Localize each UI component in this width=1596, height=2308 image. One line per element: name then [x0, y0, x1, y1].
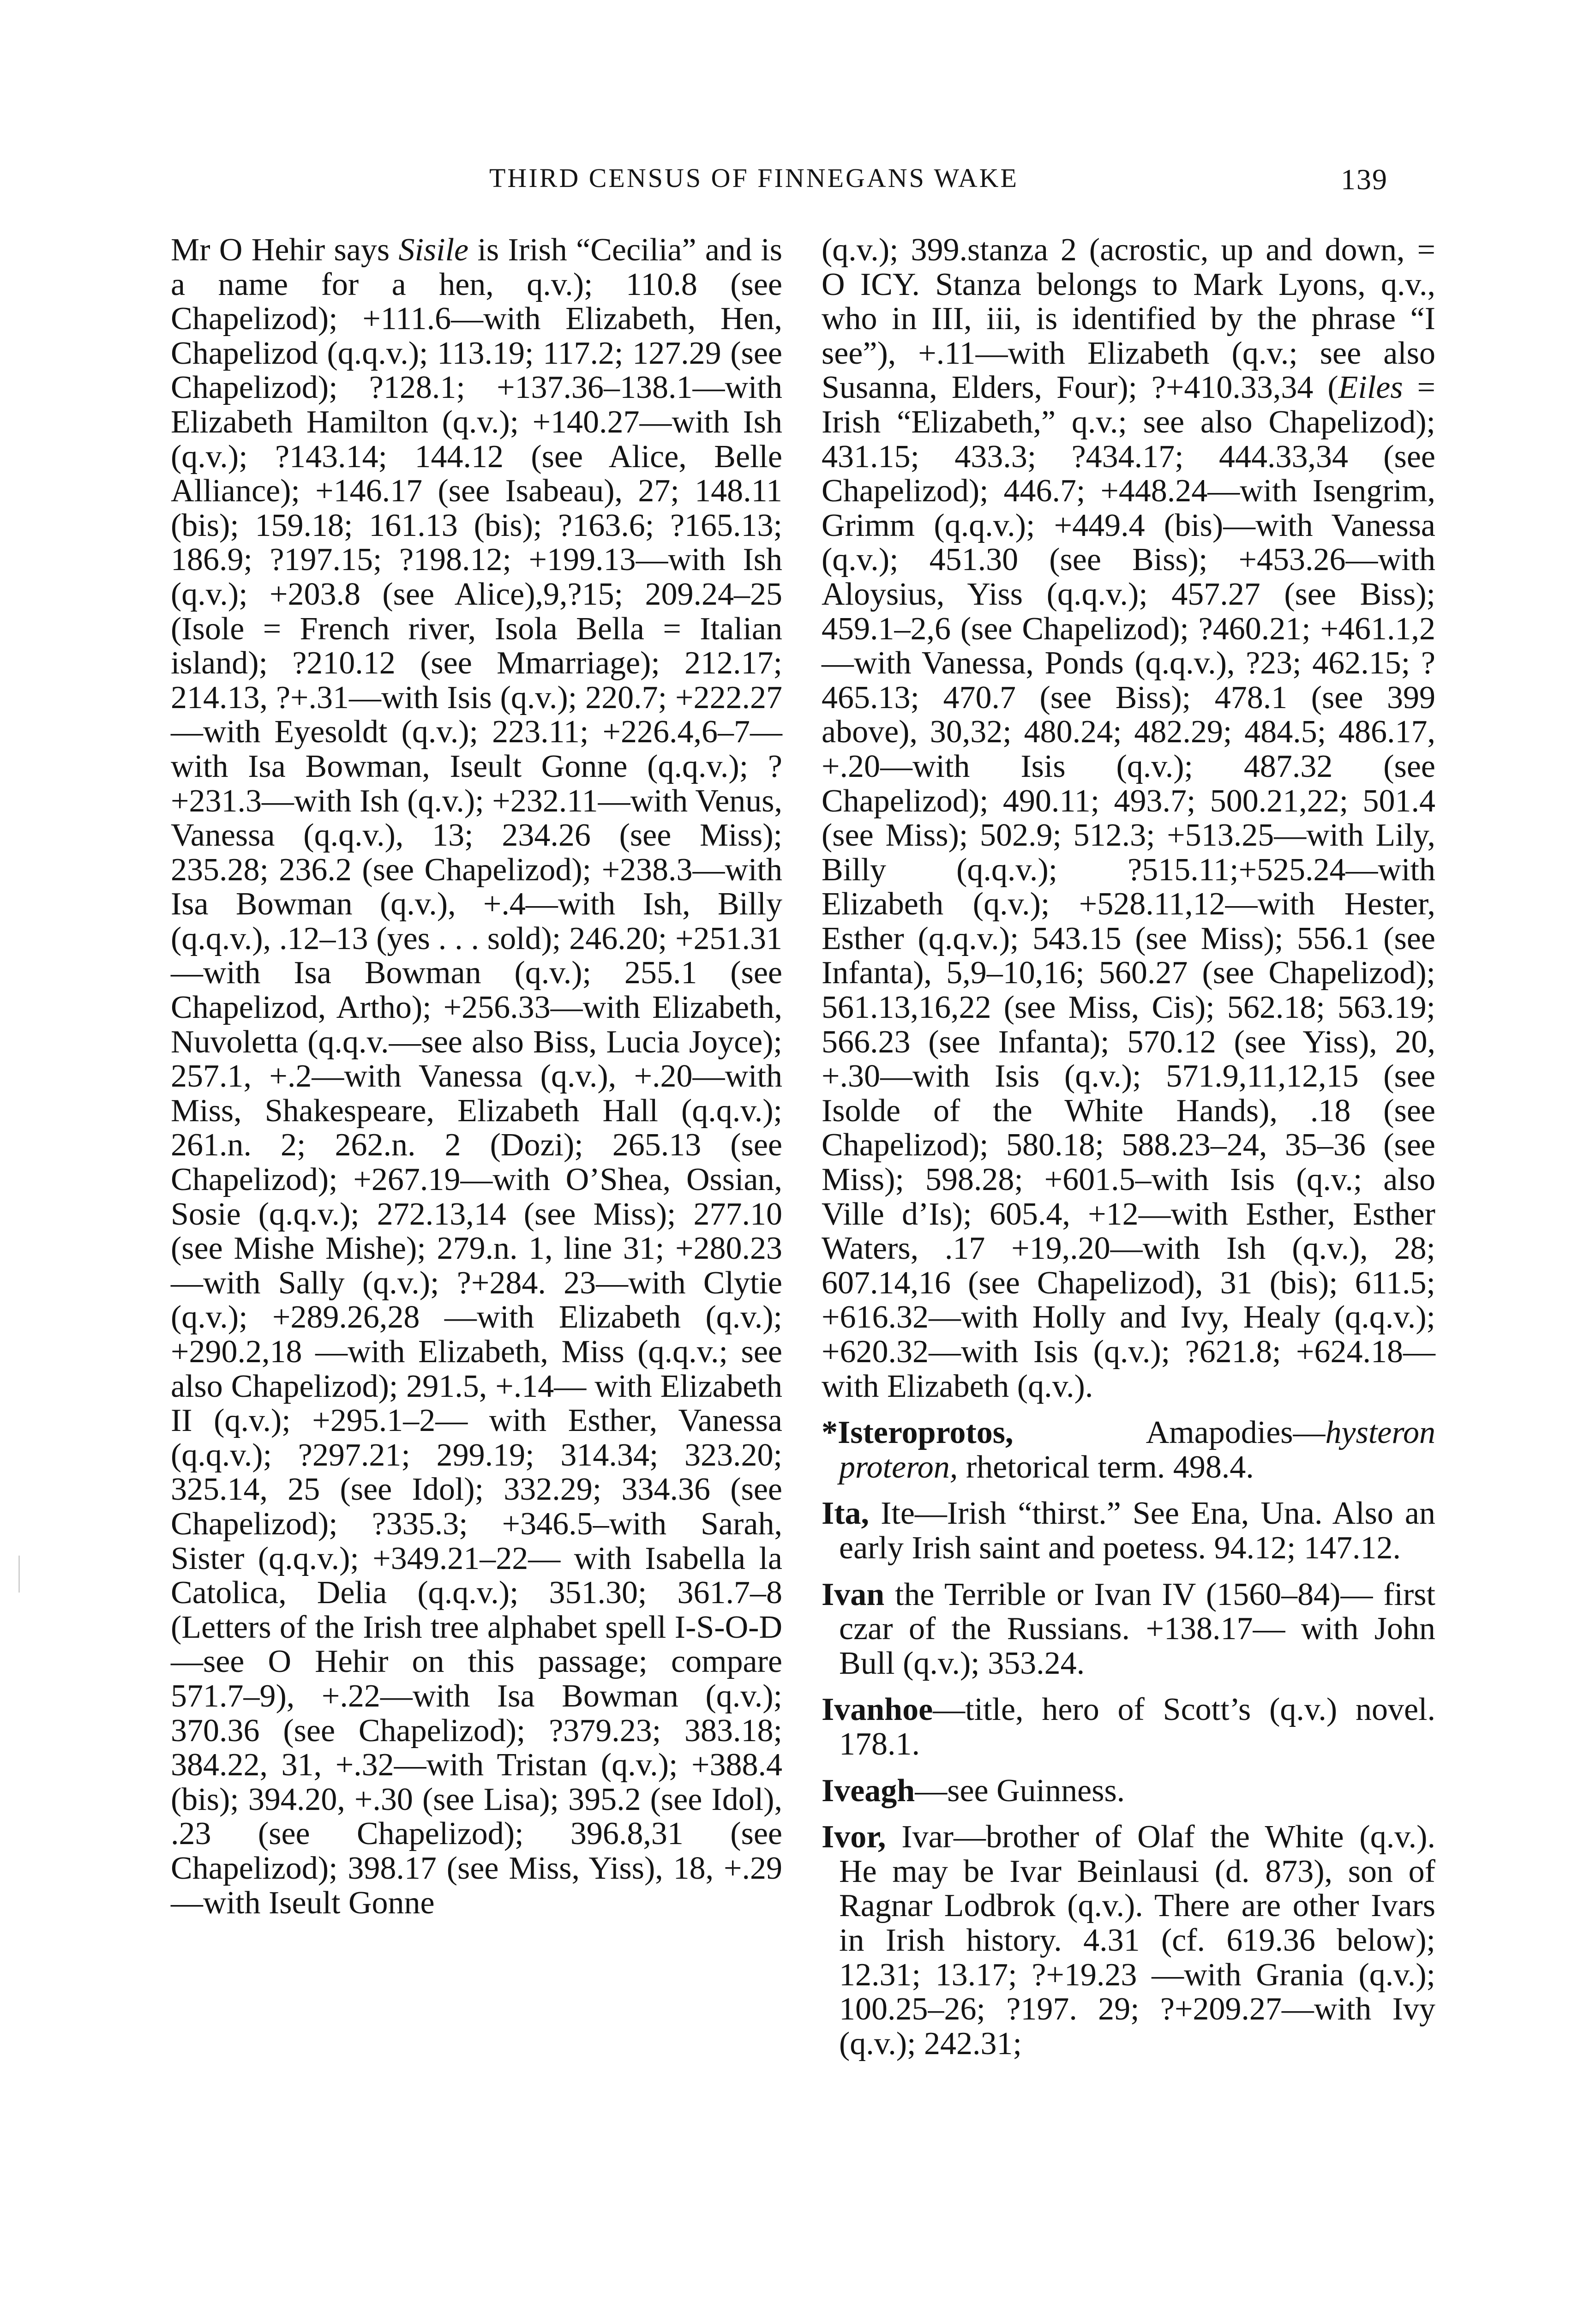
entry-headword: Ivor, — [822, 1819, 886, 1855]
entry-text: the Terrible or Ivan IV (1560–84)— first czar of the Russians. +138.17— with John Bull (q.v.); 353.24. — [839, 1576, 1435, 1681]
entry-text: Ivar—brother of Olaf the White (q.v.). He may be Ivar Beinlausi (d. 873), son of Ragnar Lodbrok (q.v.). There are other Ivars in Irish history. 4.31 (cf. 619.36 below); 12.31; 13.17; ?+19.23 —with Grania (q.v.); 100.25–26; ?197. 29; ?+209.27—with Ivy (q.v.); 242.31; — [839, 1819, 1435, 2062]
running-header-title: THIRD CENSUS OF FINNEGANS WAKE — [489, 163, 1019, 193]
continued-entry-text — [171, 233, 782, 1920]
entry-text: Mr O Hehir says — [171, 232, 399, 268]
index-entry — [822, 1774, 1435, 1809]
scan-edge-mark — [18, 1556, 20, 1593]
left-column — [171, 233, 782, 1920]
entry-headword: Ivan — [822, 1576, 885, 1612]
index-entry — [822, 1578, 1435, 1681]
entry-italic-term: Eiles — [1338, 370, 1403, 406]
entry-italic-term: hysteron proteron, — [839, 1415, 1435, 1485]
continued-entry-text — [822, 233, 1435, 1404]
entry-headword: Iveagh — [822, 1773, 915, 1809]
page-number: 139 — [1341, 163, 1388, 196]
entry-text: is Irish “Cecilia” and is a name for a hen, q.v.); 110.8 (see Chapelizod); +111.6—with Elizabeth, Hen, Chapelizod (q.q.v.); 113.19; 117.2; 127.29 (see Chapelizod); ?128.1; +137.36–138.1—with Elizabeth Hamilton (q.v.); +140.27—with Ish (q.v.); ?143.14; 144.12 (see Alice, Belle Alliance); +146.17 (see Isabeau), 27; 148.11 (bis); 159.18; 161.13 (bis); ?163.6; ?165.13; 186.9; ?197.15; ?198.12; +199.13—with Ish (q.v.); +203.8 (see Alice),9,?15; 209.24–25 (Isole = French river, Isola Bella = Italian island); ?210.12 (see Mmarriage); 212.17; 214.13, ?+.31—with Isis (q.v.); 220.7; +222.27—with Eyesoldt (q.v.); 223.11; +226.4,6–7—with Isa Bowman, Iseult Gonne (q.q.v.); ?+231.3—with Ish (q.v.); +232.11—with Venus, Vanessa (q.q.v.), 13; 234.26 (see Miss); 235.28; 236.2 (see Chapelizod); +238.3—with Isa Bowman (q.v.), +.4—with Ish, Billy (q.q.v.), .12–13 (yes . . . sold); 246.20; +251.31—with Isa Bowman (q.v.); 255.1 (see Chapelizod, Artho); +256.33—with Elizabeth, Nuvoletta (q.q.v.—see also Biss, Lucia Joyce); 257.1, +.2—with Vanessa (q.v.), +.20—with Miss, Shakespeare, Elizabeth Hall (q.q.v.); 261.n. 2; 262.n. 2 (Dozi); 265.13 (see Chapelizod); +267.19—with O’Shea, Ossian, Sosie (q.q.v.); 272.13,14 (see Miss); 277.10 (see Mishe Mishe); 279.n. 1, line 31; +280.23—with Sally (q.v.); ?+284. 23—with Clytie (q.v.); +289.26,28 —with Elizabeth (q.v.); +290.2,18 —with Elizabeth, Miss (q.q.v.; see also Chapelizod); 291.5, +.14— with Elizabeth II (q.v.); +295.1–2— with Esther, Vanessa (q.q.v.); ?297.21; 299.19; 314.34; 323.20; 325.14, 25 (see Idol); 332.29; 334.36 (see Chapelizod); ?335.3; +346.5–with Sarah, Sister (q.q.v.); +349.21–22— with Isabella la Catolica, Delia (q.q.v.); 351.30; 361.7–8 (Letters of the Irish tree alphabet spell I-S-O-D—see O Hehir on this passage; compare 571.7–9), +.22—with Isa Bowman (q.v.); 370.36 (see Chapelizod); ?379.23; 383.18; 384.22, 31, +.32—with Tristan (q.v.); +388.4 (bis); 394.20, +.30 (see Lisa); 395.2 (see Idol), .23 (see Chapelizod); 396.8,31 (see Chapelizod); 398.17 (see Miss, Yiss), 18, +.29—with Iseult Gonne — [171, 232, 783, 1921]
index-entry — [822, 1693, 1435, 1761]
entry-text: (q.v.); 399.stanza 2 (acrostic, up and down, = O ICY. Stanza belongs to Mark Lyons, q.v., who in III, iii, is identified by the phrase “I see”), +.11—with Elizabeth (q.v.; see also Susanna, Elders, Four); ?+410.33,34 ( — [822, 232, 1435, 406]
entry-text: = Irish “Elizabeth,” q.v.; see also Chapelizod); 431.15; 433.3; ?434.17; 444.33,34 (see Chapelizod); 446.7; +448.24—with Isengrim, Grimm (q.q.v.); +449.4 (bis)—with Vanessa (q.v.); 451.30 (see Biss); +453.26—with Aloysius, Yiss (q.q.v.); 457.27 (see Biss); 459.1–2,6 (see Chapelizod); ?460.21; +461.1,2—with Vanessa, Ponds (q.q.v.), ?23; 462.15; ?465.13; 470.7 (see Biss); 478.1 (see 399 above), 30,32; 480.24; 482.29; 484.5; 486.17, +.20—with Isis (q.v.); 487.32 (see Chapelizod); 490.11; 493.7; 500.21,22; 501.4 (see Miss); 502.9; 512.3; +513.25—with Lily, Billy (q.q.v.); ?515.11;+525.24—with Elizabeth (q.v.); +528.11,12—with Hester, Esther (q.q.v.); 543.15 (see Miss); 556.1 (see Infanta), 5,9–10,16; 560.27 (see Chapelizod); 561.13,16,22 (see Miss, Cis); 562.18; 563.19; 566.23 (see Infanta); 570.12 (see Yiss), 20, +.30—with Isis (q.v.); 571.9,11,12,15 (see Isolde of the White Hands), .18 (see Chapelizod); 580.18; 588.23–24, 35–36 (see Miss); 598.28; +601.5–with Isis (q.v.; also Ville d’Is); 605.4, +12—with Esther, Esther Waters, .17 +19,.20—with Ish (q.v.), 28; 607.14,16 (see Chapelizod), 31 (bis); 611.5; +616.32—with Holly and Ivy, Healy (q.q.v.); +620.32—with Isis (q.v.); ?621.8; +624.18—with Elizabeth (q.v.). — [822, 370, 1435, 1404]
entry-headword: Ita, — [822, 1496, 870, 1532]
right-column — [822, 233, 1435, 2061]
entry-text: —see Guinness. — [915, 1773, 1125, 1809]
entry-text: rhetorical term. 498.4. — [958, 1449, 1254, 1485]
entry-italic-term: Sisile — [398, 232, 469, 268]
entry-headword: *Isteroprotos, — [822, 1415, 1014, 1451]
entry-text: Amapodies— — [1013, 1415, 1326, 1451]
entry-headword: Ivanhoe — [822, 1692, 933, 1728]
entry-text: Ite—Irish “thirst.” See Ena, Una. Also an early Irish saint and poetess. 94.12; 147.12. — [839, 1496, 1435, 1566]
index-entry — [822, 1497, 1435, 1565]
index-entry — [822, 1416, 1435, 1485]
index-entry — [822, 1820, 1435, 2061]
entry-text: —title, hero of Scott’s (q.v.) novel. 178.1. — [839, 1692, 1435, 1762]
